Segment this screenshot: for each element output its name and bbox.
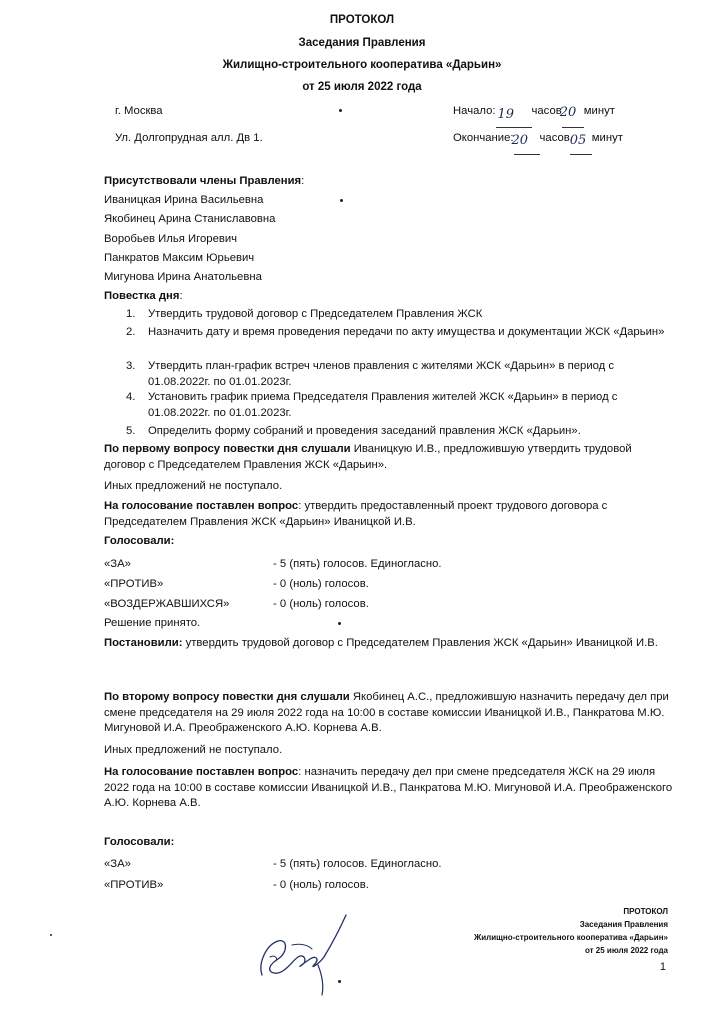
vote-label: «ПРОТИВ» [104,578,164,590]
start-hours-underline [496,127,532,128]
handwritten-signature [252,905,362,997]
end-hours-word: часов [539,132,570,144]
scan-speck [339,109,342,112]
agenda-item-text: Определить форму собраний и проведения заседаний правления ЖСК «Дарьин». [148,425,581,437]
start-minutes-handwritten: 20 [559,105,577,120]
page-number: 1 [659,961,666,973]
agenda-heading: Повестка дня: [104,290,183,302]
members-heading: Присутствовали члены Правления: [104,175,305,187]
q1-vote-question: На голосование поставлен вопрос: утвердить предоставленный проект трудового договора с Председателем Правления ЖСК «Дарьин» Иваницкой И.В. [104,500,608,528]
scan-speck [340,199,343,202]
agenda-item-number: 3. [126,360,136,372]
footer-subtitle: Заседания Правления [579,920,668,929]
vote-label: «ВОЗДЕРЖАВШИХСЯ» [104,598,230,610]
vote-label: «ПРОТИВ» [104,879,164,891]
member-name: Мигунова Ирина Анатольевна [104,271,262,283]
end-minutes-word: минут [591,132,623,144]
vote-value: - 5 (пять) голосов. Единогласно. [273,858,442,870]
end-hours-underline [514,154,540,155]
minutes-word: минут [583,105,615,117]
end-label: Окончание: [453,132,514,144]
agenda-item-number: 2. [126,326,136,338]
member-name: Иваницкая Ирина Васильевна [104,194,264,206]
agenda-item-text: Назначить дату и время проведения передачи по акту имущества и документации ЖСК «Дарьин» [148,326,665,338]
start-time [453,104,615,122]
agenda-item-text: Утвердить план-график встреч членов правления с жителями ЖСК «Дарьин» в период с 01.08.2022г. по 01.01.2023г. [148,360,615,388]
organization-name: Жилищно-строительного кооператива «Дарьин» [222,59,502,71]
q1-voted-heading: Голосовали: [104,535,175,547]
q2-heard-paragraph: По второму вопросу повестки дня слушали Якобинец А.С., предложившую назначить передачу дел при смене председателя на 29 июля 2022 года на 10:00 в составе комиссии Иваницкой И.В., Панкратова М.Ю. Мигуновой И.А. Преображенского А.Ю. Корнева А.В. [104,691,669,735]
q2-vote-question: На голосование поставлен вопрос: назначить передачу дел при смене председателя ЖСК на 29 июля 2022 года на 10:00 в составе комиссии Иваницкой И.В., Панкратова М.Ю. Мигуновой И.А. Преображенского А.Ю. Корнева А.В. [104,766,673,810]
scan-speck [338,980,341,983]
decision-text: Решение принято. [104,617,201,629]
agenda-item-text: Установить график приема Председателя Правления жителей ЖСК «Дарьин» в период с 01.08.2022г. по 01.01.2023г. [148,391,618,419]
hours-word: часов [531,105,562,117]
end-hours-handwritten: 20 [511,133,529,148]
vote-value: - 0 (ноль) голосов. [273,578,369,590]
city: г. Москва [115,105,163,117]
member-name: Панкратов Максим Юрьевич [104,252,255,264]
q1-no-other-proposals: Иных предложений не поступало. [104,480,283,492]
vote-label: «ЗА» [104,558,131,570]
end-time [453,131,623,148]
footer-title: ПРОТОКОЛ [623,907,668,916]
q1-resolution: Постановили: утвердить трудовой договор с Председателем Правления ЖСК «Дарьин» Иваницкой И.В. [104,637,658,649]
agenda-item-number: 4. [126,391,136,403]
vote-value: - 0 (ноль) голосов. [273,598,369,610]
scan-speck [338,622,341,625]
footer-date: от 25 июля 2022 года [584,946,668,955]
end-minutes-underline [570,154,592,155]
q2-voted-heading: Голосовали: [104,836,175,848]
member-name: Якобинец Арина Станиславовна [104,213,276,225]
vote-value: - 0 (ноль) голосов. [273,879,369,891]
start-minutes-underline [562,127,584,128]
member-name: Воробьев Илья Игоревич [104,233,238,245]
vote-label: «ЗА» [104,858,131,870]
address: Ул. Долгопрудная алл. Дв 1. [115,132,263,144]
vote-value: - 5 (пять) голосов. Единогласно. [273,558,442,570]
q1-heard-paragraph: По первому вопросу повестки дня слушали Иваницкую И.В., предложившую утвердить трудовой договор с Председателем Правления ЖСК «Дарьин». [104,443,632,471]
footer-organization: Жилищно-строительного кооператива «Дарьин» [474,933,668,942]
q2-no-other-proposals: Иных предложений не поступало. [104,744,283,756]
document-title: ПРОТОКОЛ [329,14,395,26]
document-subtitle: Заседания Правления [298,37,426,49]
document-date: от 25 июля 2022 года [302,81,422,93]
agenda-item-text: Утвердить трудовой договор с Председателем Правления ЖСК [148,308,483,320]
scan-speck [50,934,52,936]
start-hours-handwritten: 19 [497,107,515,122]
start-label: Начало: [453,105,496,117]
agenda-item-number: 5. [126,425,136,437]
agenda-item-number: 1. [126,308,136,320]
end-minutes-handwritten: 05 [569,133,587,148]
